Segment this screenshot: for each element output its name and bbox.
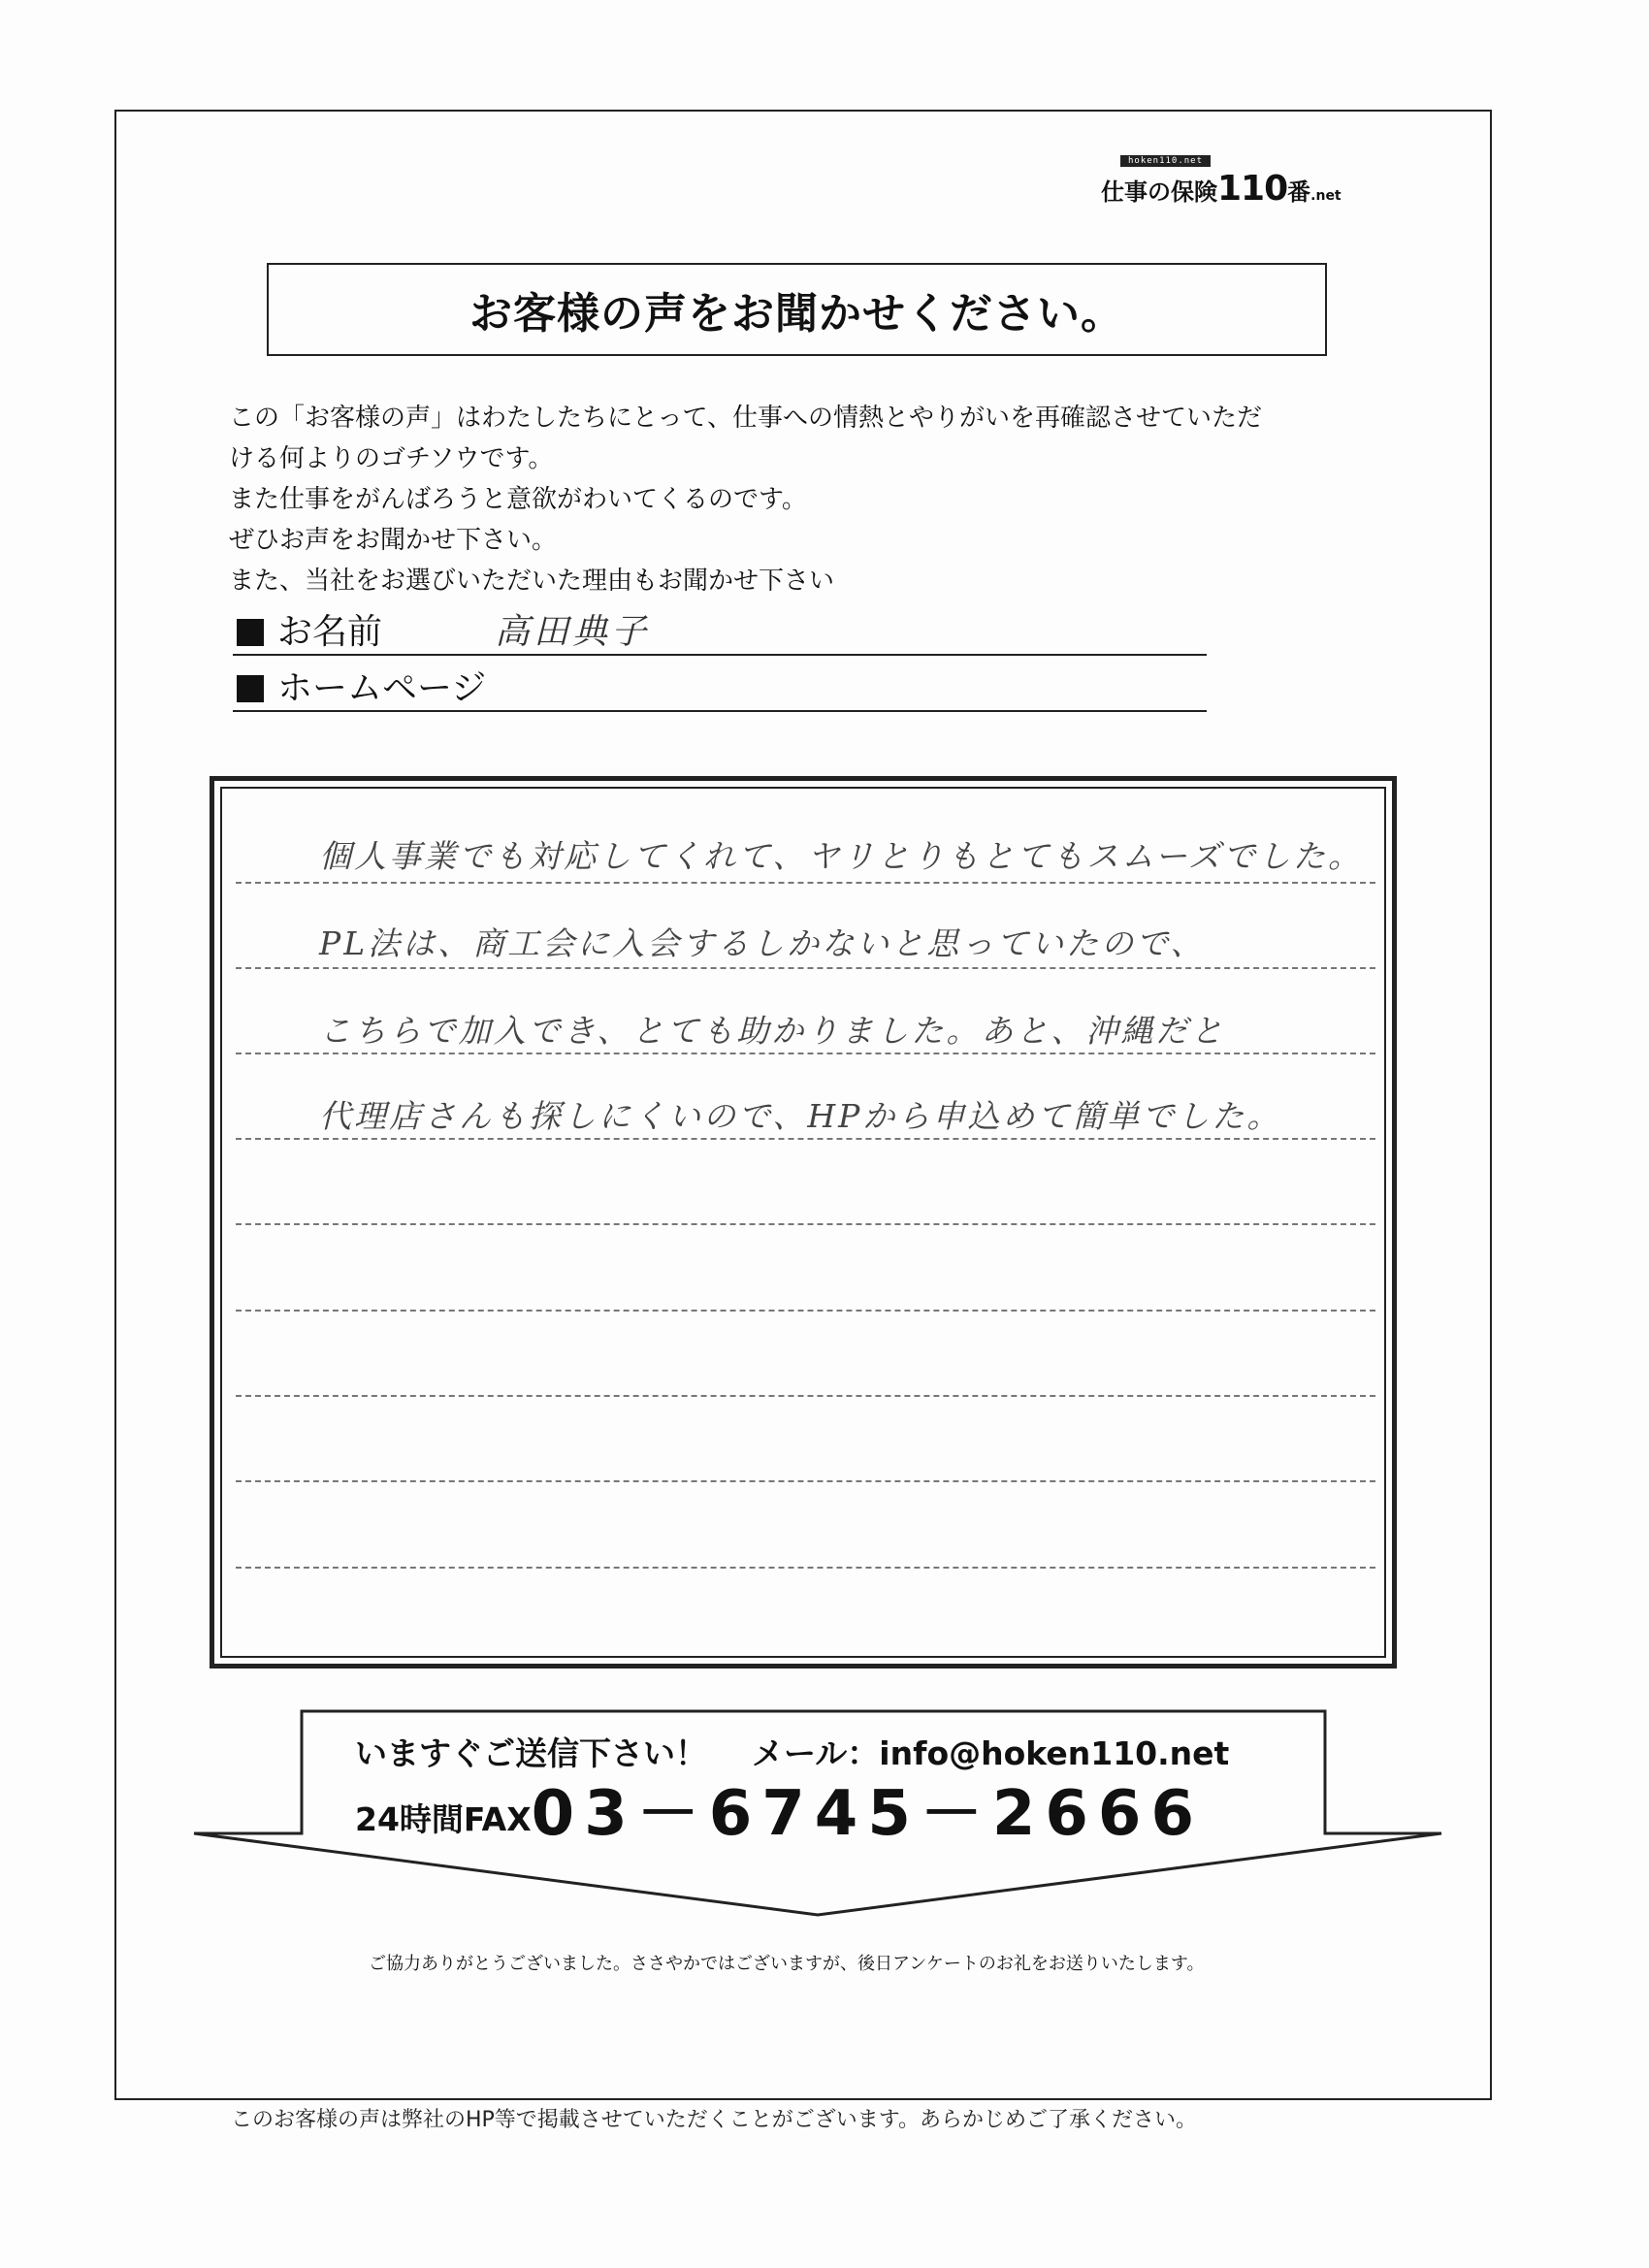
- cta-text: [355, 1729, 1229, 1774]
- thanks-note: ご協力ありがとうございました。ささやかではございますが、後日アンケートのお礼をお送りいたします。: [369, 1954, 1205, 1974]
- ruled-line: [236, 1138, 1375, 1140]
- ruled-line: [236, 1480, 1375, 1482]
- ruled-line: [236, 882, 1375, 884]
- comment-line-handwritten: PL法は、商工会に入会するしかないと思っていたので、: [319, 924, 1206, 962]
- page-title: お客様の声をお聞かせください。: [469, 289, 1124, 339]
- submit-banner: [192, 1709, 1443, 1918]
- ruled-line: [236, 1310, 1375, 1312]
- fax-line: [355, 1780, 1204, 1854]
- comment-box-inner: [220, 787, 1386, 1658]
- logo-tld: .net: [1310, 188, 1342, 204]
- square-bullet-icon: [237, 619, 264, 646]
- comment-box[interactable]: [210, 776, 1397, 1669]
- intro-line: ける何よりのゴチソウです。: [229, 444, 554, 473]
- name-field[interactable]: [233, 611, 1207, 656]
- ruled-line: [236, 1053, 1375, 1054]
- intro-text: [229, 398, 1432, 601]
- logo-number: 110: [1217, 169, 1288, 209]
- intro-line: この「お客様の声」はわたしたちにとって、仕事への情熱とやりがいを再確認させていただ: [229, 404, 1262, 433]
- fax-label: 24時間FAX: [355, 1800, 532, 1838]
- fax-number[interactable]: 03－6745－2666: [531, 1778, 1204, 1850]
- company-logo: [1101, 155, 1402, 209]
- title-box: [267, 263, 1327, 356]
- logo-name: 仕事の保険: [1101, 178, 1217, 206]
- comment-line-handwritten: 個人事業でも対応してくれて、ヤリとりもとてもスムーズでした。: [319, 837, 1364, 875]
- ruled-line: [236, 1395, 1375, 1397]
- ruled-line: [236, 1567, 1375, 1569]
- logo-domain-strip: hoken110.net: [1120, 155, 1211, 167]
- send-now-label: いますぐご送信下さい！: [355, 1734, 707, 1772]
- homepage-label: ホームページ: [277, 668, 487, 708]
- name-label: お名前: [277, 612, 383, 652]
- name-value-handwritten: 高田典子: [495, 612, 651, 652]
- homepage-field[interactable]: [233, 667, 1207, 712]
- footer-note: このお客様の声は弊社のHP等で掲載させていただくことがございます。あらかじめご了承ください。: [231, 2108, 1198, 2132]
- logo-wordmark: [1101, 169, 1342, 209]
- ruled-line: [236, 1223, 1375, 1225]
- square-bullet-icon: [237, 675, 264, 702]
- intro-line: また仕事をがんばろうと意欲がわいてくるのです。: [229, 485, 807, 514]
- logo-suffix: 番: [1287, 178, 1311, 206]
- intro-line: また、当社をお選びいただいた理由もお聞かせ下さい: [229, 567, 835, 596]
- comment-line-handwritten: こちらで加入でき、とても助かりました。あと、沖縄だと: [319, 1012, 1226, 1050]
- email-link[interactable]: メール：info@hoken110.net: [751, 1734, 1230, 1772]
- intro-line: ぜひお声をお聞かせ下さい。: [229, 526, 558, 555]
- comment-line-handwritten: 代理店さんも探しにくいので、HPから申込めて簡単でした。: [319, 1097, 1282, 1135]
- ruled-line: [236, 967, 1375, 969]
